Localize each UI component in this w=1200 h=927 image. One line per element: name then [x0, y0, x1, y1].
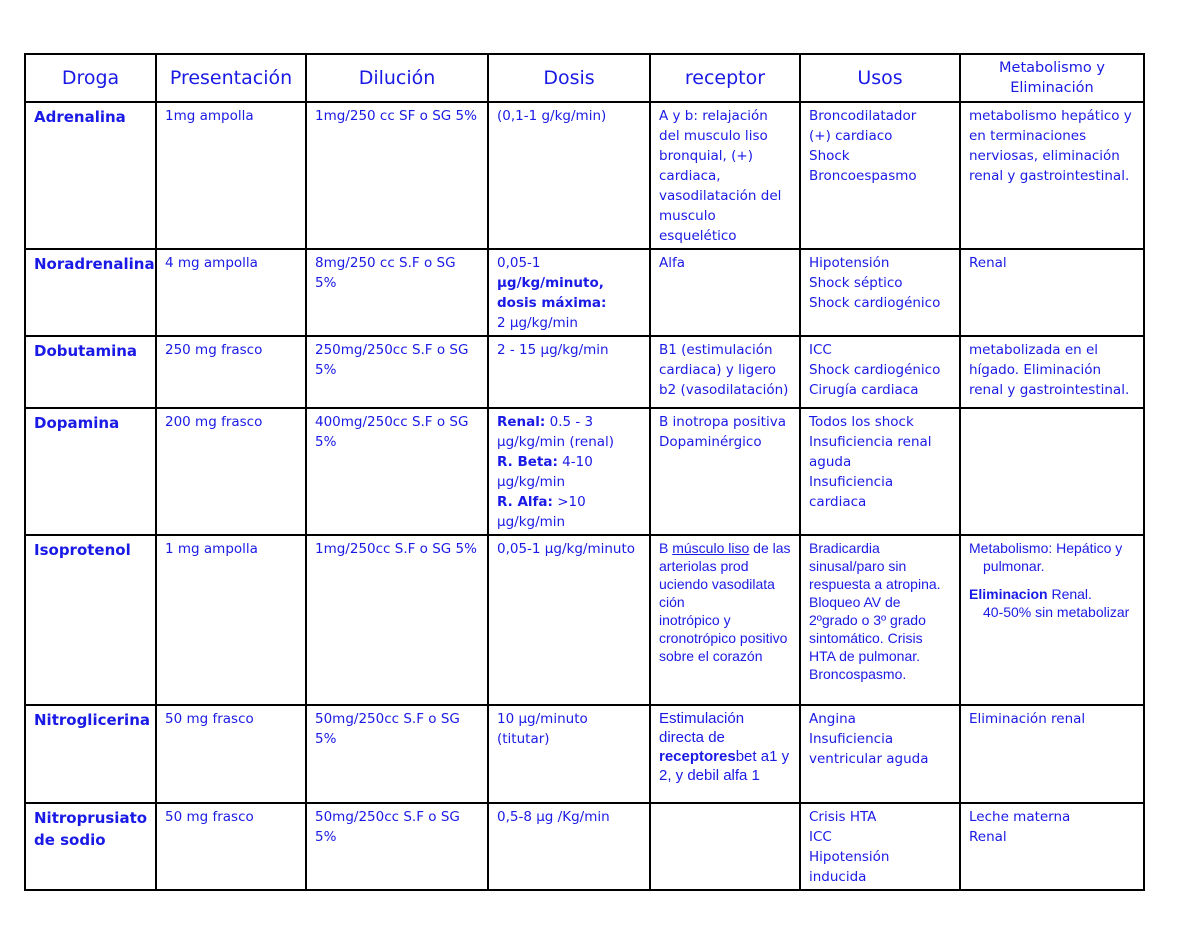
receptor-text: de las arteriolas prod uciendo vasodilata ción [659, 540, 791, 610]
receptor-line: B1 (estimulación cardiaca) y ligero b2 (vasodilatación) [659, 342, 789, 398]
dose-line: 0,05-1 [497, 255, 541, 271]
dose-line: 2 µg/kg/min [497, 315, 578, 331]
use-item: Cirugía cardiaca [809, 382, 919, 398]
metabolism-line: 40-50% sin metabolizar [983, 604, 1130, 620]
metabolism-line [969, 585, 1135, 603]
receptor-line: B inotropa positiva [659, 414, 786, 430]
dose-line [497, 492, 641, 532]
dose [488, 535, 650, 705]
dose-line [497, 412, 641, 452]
table-row [25, 535, 1144, 705]
dose-label: Renal: [497, 414, 546, 430]
receptor-line [659, 709, 791, 785]
receptor-text: Estimulación directa de [659, 710, 745, 746]
dose-text: 4-10 µg/kg/min [497, 454, 593, 490]
metabolism [960, 705, 1144, 803]
presentation: 1mg ampolla [156, 102, 306, 249]
header-receptor: receptor [650, 54, 800, 102]
drug-name: Nitroprusiato de sodio [25, 803, 156, 890]
header-usos: Usos [800, 54, 960, 102]
dose [488, 705, 650, 803]
metabolism-line: Renal [969, 255, 1007, 271]
presentation: 50 mg frasco [156, 705, 306, 803]
receptor [650, 102, 800, 249]
presentation: 1 mg ampolla [156, 535, 306, 705]
uses [800, 803, 960, 890]
use-item: ICC [809, 342, 832, 358]
uses [800, 408, 960, 535]
metabolism [960, 336, 1144, 408]
elimination-text: Renal. [1047, 586, 1092, 602]
table-row [25, 705, 1144, 803]
metabolism [960, 803, 1144, 890]
use-item: Insuficiencia renal aguda [809, 434, 932, 470]
metabolism-line: pulmonar. [983, 558, 1045, 574]
table-row [25, 336, 1144, 408]
uses [800, 336, 960, 408]
dilution: 400mg/250cc S.F o SG 5% [306, 408, 488, 535]
dose [488, 249, 650, 336]
use-text: Bradicardia sinusal/paro sin respuesta a atropina. Bloqueo AV de 2ºgrado o 3º grado sintomático. Crisis HTA de pulmonar. Broncospasmo. [809, 540, 941, 682]
drug-name: Nitroglicerina [25, 705, 156, 803]
dose-line: µg/kg/minuto, [497, 275, 604, 291]
metabolism-line: Metabolismo: Hepático y [969, 540, 1123, 556]
receptor-line: Alfa [659, 255, 686, 271]
metabolism-line: Leche materna [969, 809, 1071, 825]
use-item: Broncodilatador [809, 108, 917, 124]
dilution: 1mg/250cc S.F o SG 5% [306, 535, 488, 705]
drug-name: Adrenalina [25, 102, 156, 249]
elimination-label: Eliminacion [969, 586, 1048, 602]
dilution: 50mg/250cc S.F o SG 5% [306, 705, 488, 803]
header-droga: Droga [25, 54, 156, 102]
metabolism-line: Renal [969, 829, 1007, 845]
receptor [650, 336, 800, 408]
receptor [650, 705, 800, 803]
dose-text: >10 µg/kg/min [497, 494, 586, 530]
receptor-bold: receptores [659, 748, 736, 765]
receptor-line: Dopaminérgico [659, 434, 762, 450]
metabolism [960, 535, 1144, 705]
header-dilucion: Dilución [306, 54, 488, 102]
presentation: 200 mg frasco [156, 408, 306, 535]
receptor-line: A y b: relajación del musculo liso bronquial, (+) cardiaca, vasodilatación del musculo esquelético [659, 108, 782, 244]
table-row [25, 408, 1144, 535]
table-row [25, 102, 1144, 249]
drug-name: Isoprotenol [25, 535, 156, 705]
use-item: Insuficiencia ventricular aguda [809, 731, 929, 767]
drug-name: Dobutamina [25, 336, 156, 408]
header-presentacion: Presentación [156, 54, 306, 102]
use-item: Shock cardiogénico [809, 295, 941, 311]
dose-line [497, 452, 641, 492]
metabolism [960, 249, 1144, 336]
receptor [650, 803, 800, 890]
dose-line: 2 - 15 µg/kg/min [497, 342, 609, 358]
use-item: Broncoespasmo [809, 168, 917, 184]
presentation: 50 mg frasco [156, 803, 306, 890]
use-item: Hipotensión [809, 255, 890, 271]
receptor-text: bet a1 y 2, y debil alfa 1 [659, 748, 790, 784]
dose-line: 0,5-8 µg /Kg/min [497, 809, 610, 825]
dose-line: 10 µg/minuto [497, 711, 588, 727]
dilution: 250mg/250cc S.F o SG 5% [306, 336, 488, 408]
drug-name: Noradrenalina [25, 249, 156, 336]
receptor-text: B [659, 540, 673, 556]
dilution: 1mg/250 cc SF o SG 5% [306, 102, 488, 249]
uses [800, 535, 960, 705]
dose [488, 803, 650, 890]
dose-line: (0,1-1 g/kg/min) [497, 108, 607, 124]
uses [800, 249, 960, 336]
dose-line: dosis máxima: [497, 295, 607, 311]
spacer [969, 575, 1135, 585]
metabolism [960, 408, 1144, 535]
table-row [25, 803, 1144, 890]
header-dosis: Dosis [488, 54, 650, 102]
use-item: Crisis HTA [809, 809, 877, 825]
metabolism-line: Eliminación renal [969, 711, 1086, 727]
receptor [650, 408, 800, 535]
dilution: 8mg/250 cc S.F o SG 5% [306, 249, 488, 336]
use-item: Shock séptico [809, 275, 903, 291]
dose-line: 0,05-1 µg/kg/minuto [497, 541, 636, 557]
use-item: Insuficiencia cardiaca [809, 474, 894, 510]
uses [800, 705, 960, 803]
use-item: (+) cardiaco [809, 128, 893, 144]
receptor [650, 535, 800, 705]
dose [488, 408, 650, 535]
metabolism-line: metabolismo hepático y en terminaciones nerviosas, eliminación renal y gastrointestinal. [969, 108, 1132, 184]
use-item: Angina [809, 711, 856, 727]
use-item: Shock [809, 148, 850, 164]
use-item: Todos los shock [809, 414, 914, 430]
metabolism-line: metabolizada en el hígado. Eliminación renal y gastrointestinal. [969, 342, 1130, 398]
use-item: Hipotensión inducida [809, 849, 890, 885]
drug-table [24, 53, 1145, 891]
table-row [25, 249, 1144, 336]
dose-text: 0.5 - 3 µg/kg/min (renal) [497, 414, 615, 450]
dose-label: R. Alfa: [497, 494, 553, 510]
use-item: Shock cardiogénico [809, 362, 941, 378]
metabolism [960, 102, 1144, 249]
dose-line: (titutar) [497, 731, 550, 747]
receptor-line [659, 539, 791, 611]
receptor-line: inotrópico y cronotrópico positivo sobre el corazón [659, 612, 788, 664]
header-metabolismo: Metabolismo y Eliminación [960, 54, 1144, 102]
drug-name: Dopamina [25, 408, 156, 535]
presentation: 250 mg frasco [156, 336, 306, 408]
dose [488, 102, 650, 249]
dose [488, 336, 650, 408]
use-item: ICC [809, 829, 832, 845]
receptor [650, 249, 800, 336]
dose-label: R. Beta: [497, 454, 558, 470]
header-row [25, 54, 1144, 102]
uses [800, 102, 960, 249]
dilution: 50mg/250cc S.F o SG 5% [306, 803, 488, 890]
presentation: 4 mg ampolla [156, 249, 306, 336]
receptor-underlined: músculo liso [672, 540, 750, 556]
